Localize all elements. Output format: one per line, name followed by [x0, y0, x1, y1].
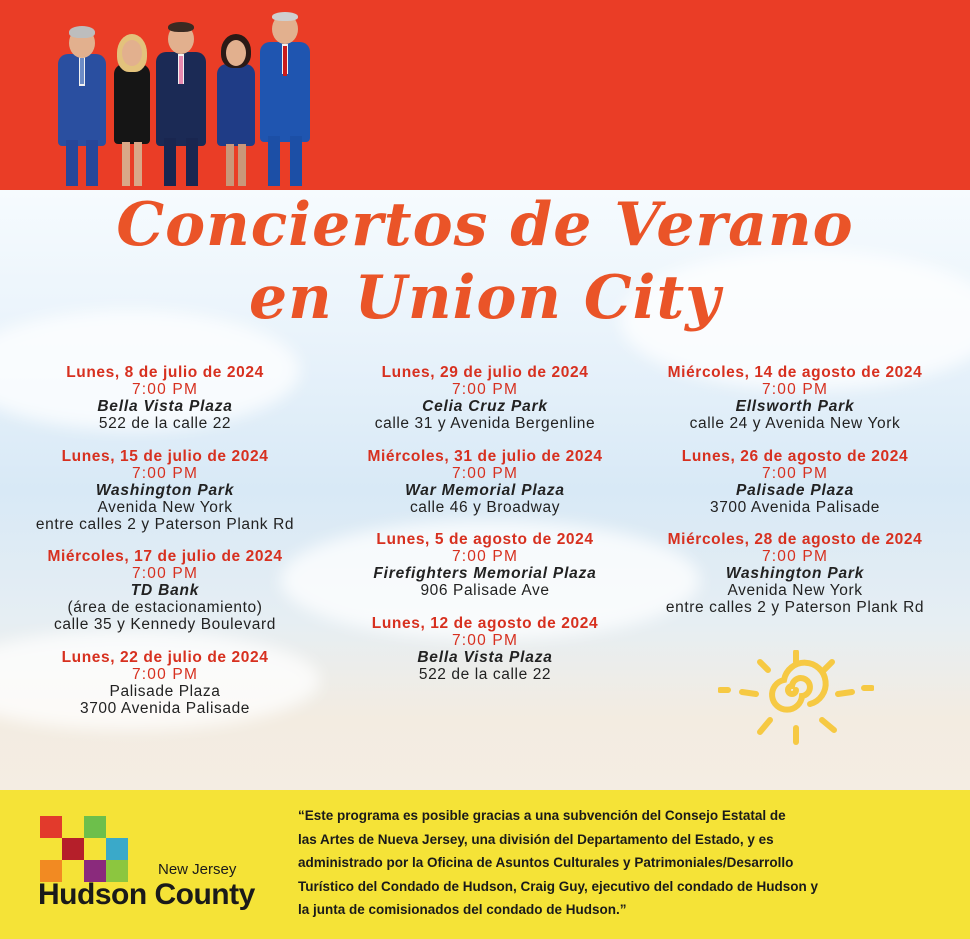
concert-address: Avenida New York	[727, 582, 863, 599]
concert-address: calle 46 y Broadway	[409, 498, 561, 516]
concert-address: 522 de la calle 22	[418, 665, 552, 683]
concert-time: 7:00 PM	[451, 548, 519, 565]
concert-date: Miércoles, 17 de julio de 2024	[47, 548, 283, 565]
concert-venue: Washington Park	[725, 565, 865, 582]
concert-address: entre calles 2 y Paterson Plank Rd	[665, 599, 925, 616]
official-photo-3	[152, 18, 210, 186]
officials-photo	[48, 6, 318, 186]
schedule-column-2	[325, 364, 645, 698]
concert-address: 3700 Avenida Palisade	[709, 498, 881, 516]
concert-entry	[10, 548, 320, 633]
official-photo-4	[212, 28, 260, 186]
concert-date: Lunes, 22 de julio de 2024	[61, 648, 269, 666]
concert-date: Miércoles, 14 de agosto de 2024	[667, 364, 923, 381]
poster-title-line-1: Conciertos de Verano	[116, 190, 854, 260]
footer-band	[0, 790, 970, 939]
concert-venue: TD Bank	[130, 582, 200, 599]
concert-venue: Celia Cruz Park	[422, 398, 548, 415]
concert-time: 7:00 PM	[451, 381, 519, 398]
concert-entry	[325, 448, 645, 516]
concert-time: 7:00 PM	[761, 548, 829, 565]
concert-time: 7:00 PM	[131, 381, 199, 398]
concert-entry	[640, 531, 950, 616]
concert-date: Miércoles, 28 de agosto de 2024	[667, 531, 923, 548]
concert-entry	[640, 364, 950, 432]
concert-address: (área de estacionamiento)	[67, 599, 263, 616]
concert-time: 7:00 PM	[761, 464, 829, 482]
concert-venue: Firefighters Memorial Plaza	[373, 565, 597, 582]
hudson-county-logo	[38, 816, 268, 916]
concert-date: Lunes, 29 de julio de 2024	[381, 364, 589, 381]
concert-date: Lunes, 8 de julio de 2024	[66, 364, 264, 381]
sun-spiral-icon	[718, 650, 874, 746]
concert-address: entre calles 2 y Paterson Plank Rd	[35, 515, 295, 533]
concert-date: Lunes, 15 de julio de 2024	[61, 447, 269, 465]
concert-entry	[640, 448, 950, 516]
grant-text-line: Turístico del Condado de Hudson, Craig Guy, ejecutivo del condado de Hudson y	[298, 878, 819, 894]
concert-time: 7:00 PM	[131, 565, 199, 582]
concert-date: Miércoles, 31 de julio de 2024	[367, 447, 603, 465]
concert-address: 906 Palisade Ave	[420, 582, 550, 599]
grant-text-line: “Este programa es posible gracias a una subvención del Consejo Estatal de	[298, 808, 786, 823]
concert-address: Avenida New York	[97, 498, 233, 516]
concert-entry	[10, 649, 320, 717]
concert-date: Lunes, 12 de agosto de 2024	[371, 614, 599, 632]
logo-title: Hudson County	[38, 878, 255, 911]
official-photo-1	[54, 20, 110, 186]
concert-address: 3700 Avenida Palisade	[79, 699, 251, 717]
concert-address: calle 24 y Avenida New York	[689, 415, 901, 432]
grant-text-line: administrado por la Oficina de Asuntos Culturales y Patrimoniales/Desarrollo	[298, 855, 794, 870]
concert-venue: Palisade Plaza	[109, 682, 221, 700]
concert-venue: Ellsworth Park	[735, 398, 855, 415]
concert-address: calle 35 y Kennedy Boulevard	[54, 616, 276, 633]
concert-date: Lunes, 5 de agosto de 2024	[376, 531, 594, 548]
logo-subtitle: New Jersey	[158, 861, 237, 878]
concert-venue: War Memorial Plaza	[405, 481, 565, 499]
concert-venue: Bella Vista Plaza	[417, 648, 553, 666]
header-band	[0, 0, 970, 190]
concert-entry	[10, 364, 320, 432]
concert-venue: Bella Vista Plaza	[97, 398, 233, 415]
concert-entry	[325, 531, 645, 599]
concert-entry	[10, 448, 320, 533]
schedule-column-3	[640, 364, 950, 632]
schedule-column-1	[10, 364, 320, 732]
grant-text-line: la junta de comisionados del condado de Hudson.”	[298, 902, 627, 917]
grant-text-line: las Artes de Nueva Jersey, una división del Departamento del Estado, y es	[298, 831, 774, 847]
concert-entry	[325, 615, 645, 683]
official-photo-5	[256, 8, 314, 186]
concert-date: Lunes, 26 de agosto de 2024	[681, 447, 909, 465]
concert-entry	[325, 364, 645, 432]
poster-title-line-2: en Union City	[248, 263, 722, 333]
concert-venue: Palisade Plaza	[735, 481, 855, 499]
concert-time: 7:00 PM	[451, 464, 519, 482]
concert-time: 7:00 PM	[131, 665, 199, 683]
concert-time: 7:00 PM	[131, 464, 199, 482]
concert-venue: Washington Park	[95, 481, 235, 499]
concert-address: 522 de la calle 22	[98, 415, 232, 432]
official-photo-2	[108, 28, 156, 186]
grant-acknowledgement	[298, 804, 938, 922]
concert-time: 7:00 PM	[451, 631, 519, 649]
concert-time: 7:00 PM	[761, 381, 829, 398]
concert-address: calle 31 y Avenida Bergenline	[374, 415, 596, 432]
